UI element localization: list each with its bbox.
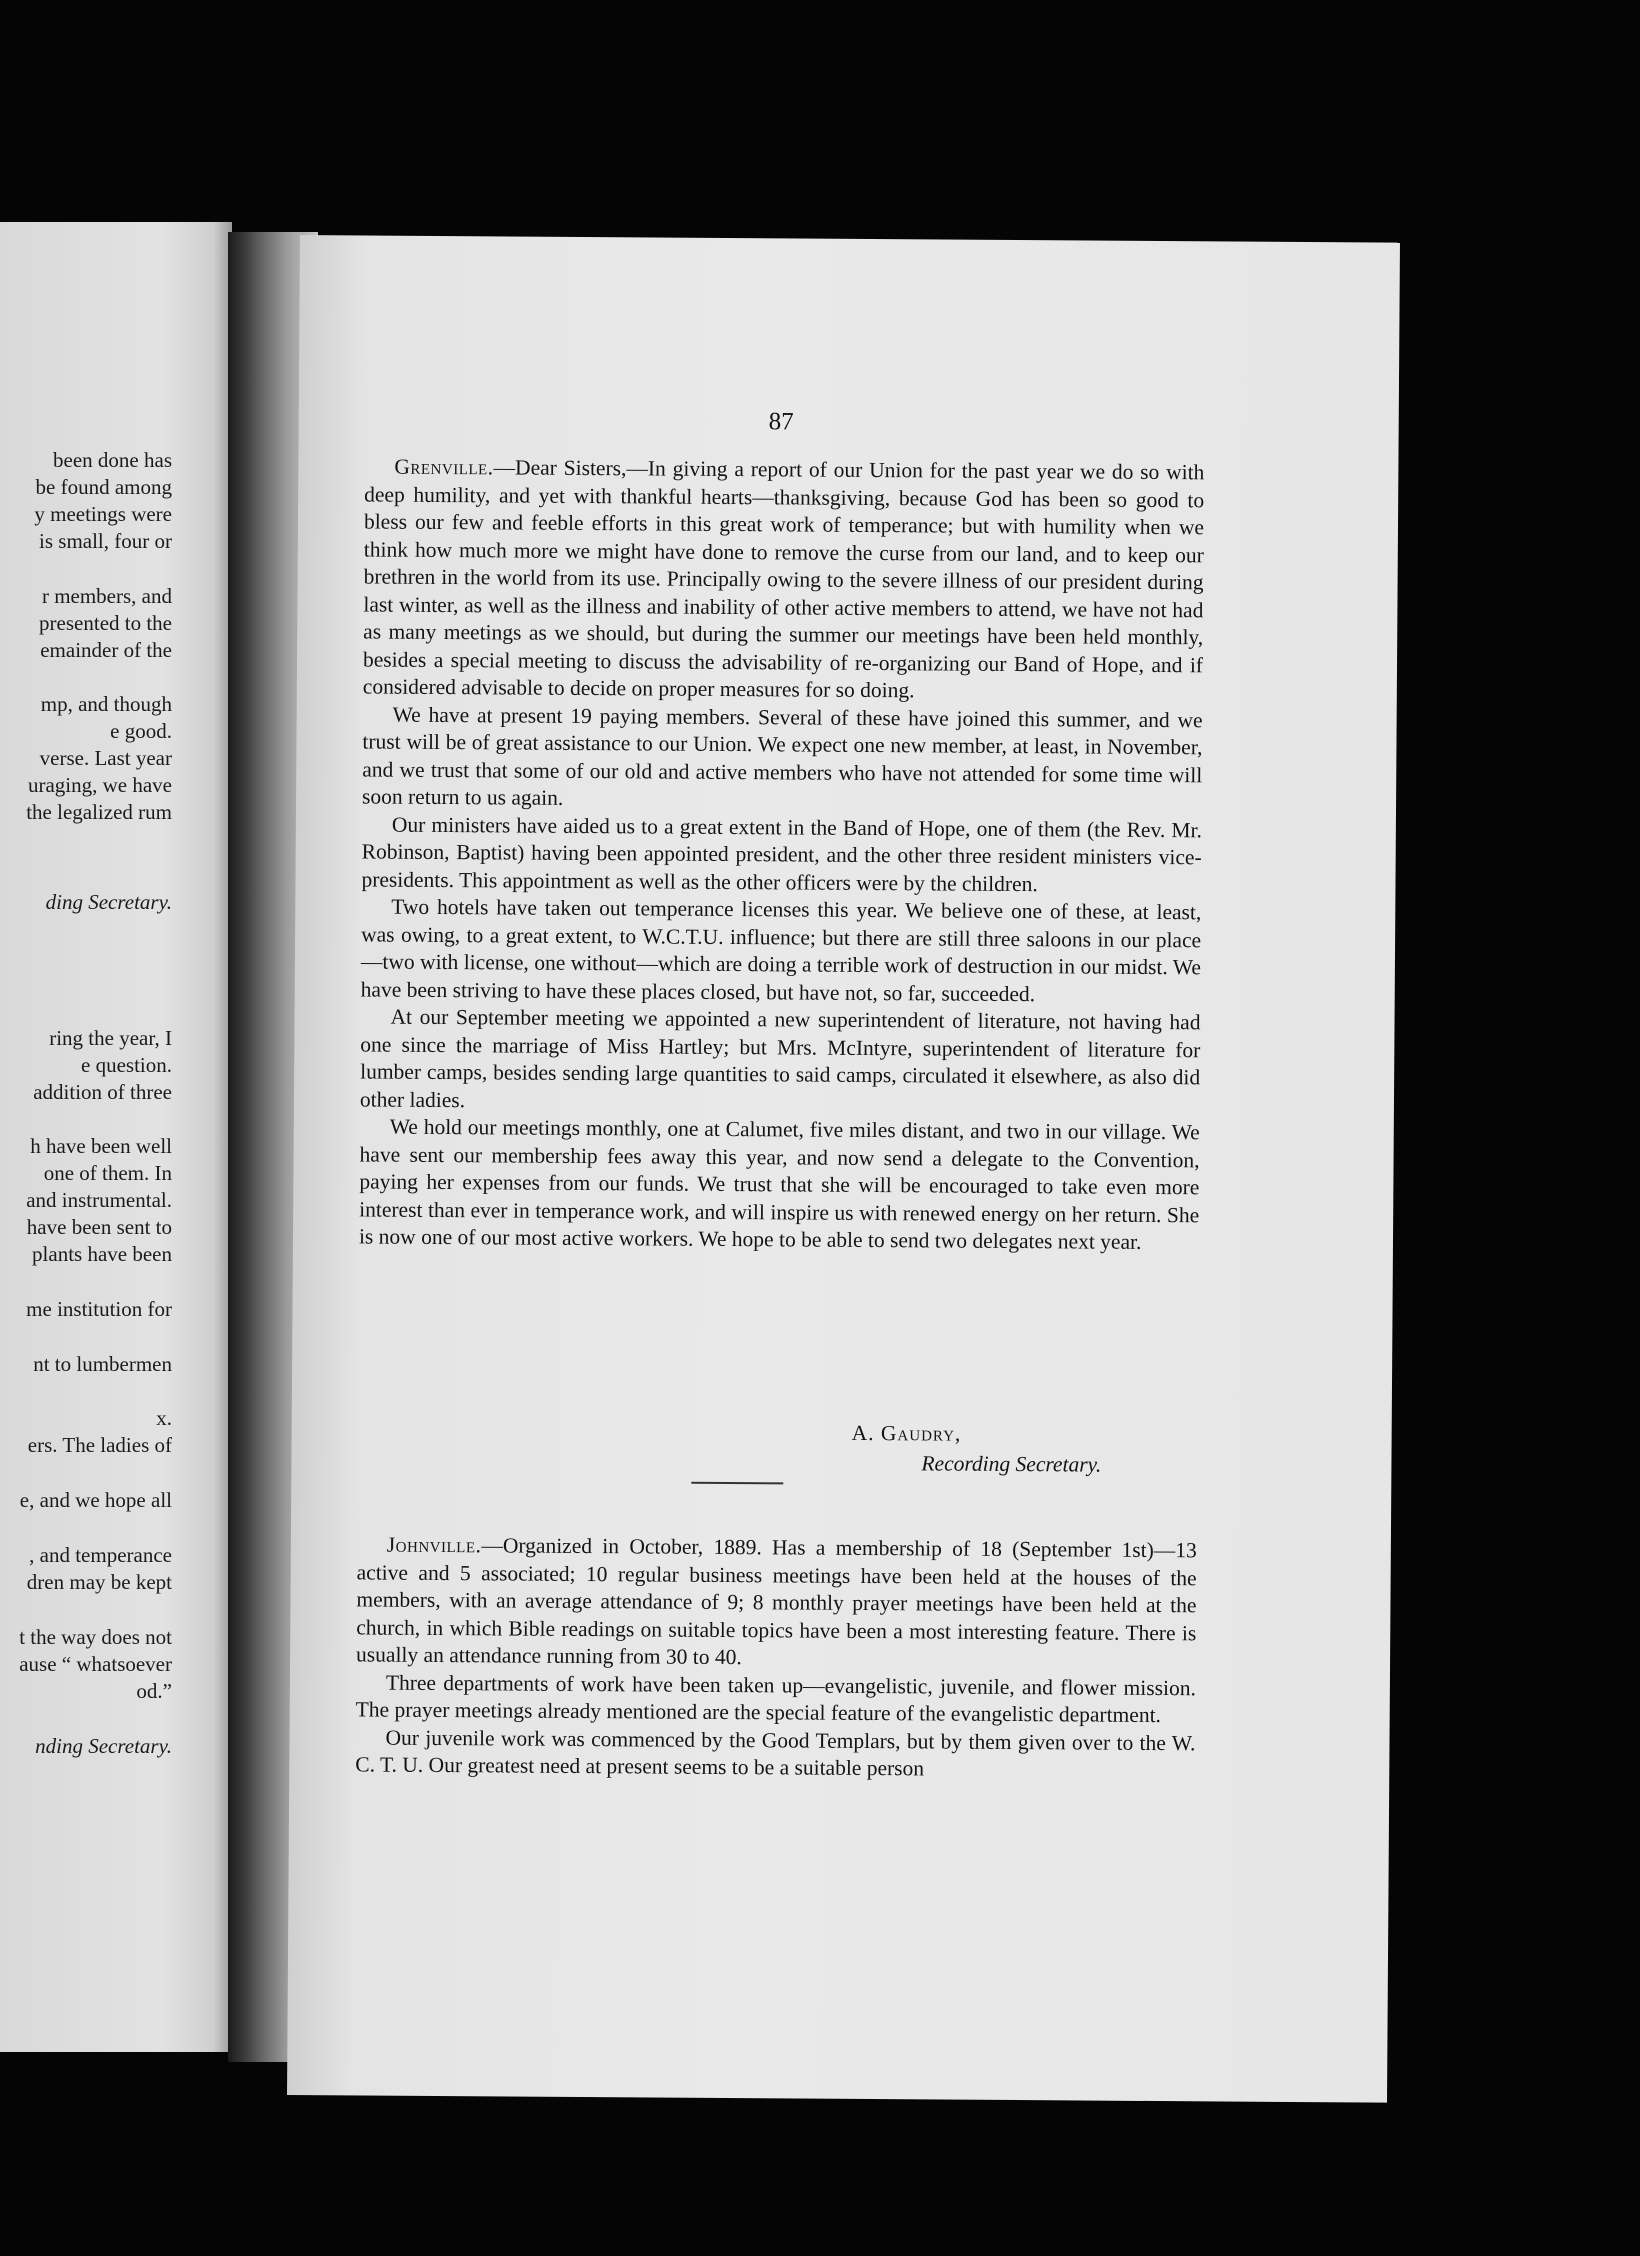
left-line: e good. (110, 719, 172, 743)
left-line: nt to lumbermen (33, 1352, 172, 1376)
left-line: t the way does not (19, 1625, 172, 1649)
left-line: verse. Last year (39, 746, 172, 770)
left-line: be found among (35, 475, 172, 499)
left-line: od.” (136, 1679, 172, 1703)
johnville-paragraph-1 (356, 1531, 1197, 1674)
johnville-paragraph-3: Our juvenile work was commenced by the Good Templars, but by them given over to the W. C. T. U. Our greatest need at present seems to be a suitable person (355, 1725, 1196, 1781)
left-line: is small, four or (39, 529, 172, 553)
left-line: y meetings were (34, 502, 172, 526)
grenville-paragraph-3: Our ministers have aided us to a great extent in the Band of Hope, one of them (the Rev. Mr. Robinson, Baptist) having been appointed president, and the other three resident ministers vice-presidents. This appointment as well as the other officers were by the children. (361, 812, 1202, 896)
johnville-paragraph-2: Three departments of work have been taken up—evangelistic, juvenile, and flower mission. The prayer meetings already mentioned are the special feature of the evangelistic department. (355, 1670, 1196, 1728)
left-line: e question. (81, 1053, 172, 1077)
johnville-paragraph-1-text: —Organized in October, 1889. Has a membership of 18 (September 1st)—13 active and 5 associated; 10 regular business meetings have been held at the houses of the members, with an average attendance of 9; 8 monthly prayer meetings have been held at the church, in which Bible readings on suitable topics have been a most interesting feature. There is usually an attendance running from 30 to 40. (356, 1533, 1197, 1670)
grenville-paragraph-6: We hold our meetings monthly, one at Calumet, five miles distant, and two in our village. We have sent our membership fees away this year, and now send a delegate to the Convention, paying her expenses from our funds. We trust that she will be encouraged to take even more interest than ever in temperance work, and will inspire us with renewed energy on her return. She is now one of our most active workers. We hope to be able to send two delegates next year. (358, 1114, 1200, 1254)
left-line: ring the year, I (49, 1026, 172, 1050)
left-line: one of them. In (43, 1161, 172, 1185)
left-line: emainder of the (40, 638, 172, 662)
left-line: mp, and though (40, 692, 172, 716)
left-line: r members, and (41, 584, 172, 608)
left-line: and instrumental. (26, 1188, 172, 1212)
signature-role: Recording Secretary. (921, 1451, 1102, 1477)
left-line: have been sent to (26, 1215, 172, 1239)
grenville-paragraph-2: We have at present 19 paying members. Several of these have joined this summer, and we trust will be of great assistance to our Union. We expect one new member, at least, in November, and we trust that some of our old and active members who have not attended for some time will soon return to us again. (361, 702, 1203, 810)
grenville-paragraph-1-text: —Dear Sisters,—In giving a report of our Union for the past year we do so with deep humility, and yet with thankful hearts—thanksgiving, because God has been so good to bless our few and feeble efforts in this great work of temperance; but with humility when we think how much more we might have done to remove the curse from our land, and to keep our brethren in the world from its use. Principally owing to the severe illness of our president during last winter, as well as the illness and inability of other active members to attend, we have not had as many meetings as we should, but during the summer our meetings have been held monthly, besides a special meeting to discuss the advisability of re-organizing our Band of Hope, and if considered advisable to decide on proper measures for so doing. (362, 455, 1205, 703)
page-number: 87 (768, 408, 794, 436)
left-line: uraging, we have (27, 773, 172, 797)
left-line: nding Secretary. (35, 1734, 172, 1758)
left-line: me institution for (26, 1297, 172, 1321)
johnville-heading: Johnville. (386, 1532, 482, 1558)
left-page-fragment (0, 222, 232, 2052)
left-line: ers. The ladies of (27, 1433, 172, 1457)
left-line: addition of three (33, 1080, 172, 1104)
right-page (287, 235, 1400, 2103)
grenville-paragraph-4: Two hotels have taken out temperance licenses this year. We believe one of these, at least, was owing, to a great extent, to W.C.T.U. influence; but there are still three saloons in our place—two with license, one without—which are doing a terrible work of destruction in our midst. We have been striving to have these places closed, but have not, so far, succeeded. (360, 894, 1202, 1006)
grenville-heading: Grenville. (394, 454, 494, 480)
grenville-report (359, 453, 1205, 1256)
left-line: e, and we hope all (19, 1488, 172, 1512)
left-line: ause “ whatsoever (19, 1652, 172, 1676)
johnville-report (355, 1531, 1197, 1784)
left-line: x. (156, 1406, 172, 1430)
section-divider (691, 1482, 783, 1485)
grenville-paragraph-5: At our September meeting we appointed a new superintendent of literature, not having had one since the marriage of Miss Hartley; but Mrs. McIntyre, superintendent of literature for lumber camps, besides sending large quantities to said camps, circulated it elsewhere, as also did other ladies. (359, 1004, 1201, 1112)
left-line: ding Secretary. (45, 890, 172, 914)
left-line: the legalized rum (26, 800, 172, 824)
left-line: plants have been (32, 1242, 172, 1266)
left-line: , and temperance (29, 1543, 172, 1567)
left-line: h have been well (30, 1134, 172, 1158)
left-line: dren may be kept (26, 1570, 172, 1594)
left-line: presented to the (39, 611, 172, 635)
grenville-paragraph-1 (363, 453, 1205, 706)
left-line: been done has (53, 448, 172, 472)
signature-name: A. Gaudry, (851, 1420, 962, 1446)
